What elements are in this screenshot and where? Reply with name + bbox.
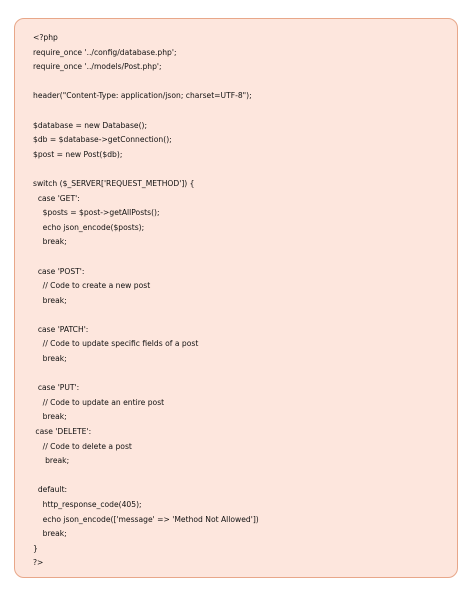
code-line bbox=[15, 469, 457, 484]
code-line: // Code to update specific fields of a post bbox=[33, 339, 199, 349]
code-line: $posts = $post->getAllPosts(); bbox=[33, 208, 160, 218]
code-line: // Code to create a new post bbox=[33, 281, 151, 291]
code-line: } bbox=[33, 543, 38, 553]
code-line: $db = $database->getConnection(); bbox=[33, 135, 172, 145]
code-line bbox=[15, 250, 457, 265]
code-line: header("Content-Type: application/json; charset=UTF-8"); bbox=[33, 91, 252, 101]
code-line: break; bbox=[33, 412, 67, 422]
code-line: echo json_encode($posts); bbox=[33, 222, 145, 232]
code-line: case 'PATCH': bbox=[33, 324, 89, 334]
code-line: case 'GET': bbox=[33, 193, 80, 203]
code-line: // Code to update an entire post bbox=[33, 397, 165, 407]
code-line: $post = new Post($db); bbox=[33, 149, 123, 159]
code-line: default: bbox=[33, 485, 68, 495]
code-line: switch ($_SERVER['REQUEST_METHOD']) { bbox=[33, 178, 195, 188]
code-line: ?> bbox=[33, 558, 44, 568]
code-line: case 'DELETE': bbox=[33, 427, 92, 437]
code-line bbox=[15, 104, 457, 119]
code-line: echo json_encode(['message' => 'Method Not Allowed']) bbox=[33, 514, 259, 524]
code-line: require_once '../config/database.php'; bbox=[33, 47, 177, 57]
code-block bbox=[15, 31, 457, 571]
code-snippet-card bbox=[14, 18, 458, 578]
code-line: break; bbox=[33, 237, 67, 247]
code-line: break; bbox=[33, 529, 67, 539]
code-line: case 'PUT': bbox=[33, 383, 80, 393]
code-line: require_once '../models/Post.php'; bbox=[33, 62, 162, 72]
code-line: break; bbox=[33, 354, 67, 364]
code-line: <?php bbox=[33, 33, 58, 42]
code-line bbox=[15, 162, 457, 177]
code-line: case 'POST': bbox=[33, 266, 85, 276]
code-line: break; bbox=[33, 456, 70, 466]
code-line bbox=[15, 367, 457, 382]
code-line bbox=[15, 75, 457, 90]
code-line: break; bbox=[33, 295, 67, 305]
code-line bbox=[15, 308, 457, 323]
code-line: http_response_code(405); bbox=[33, 500, 142, 509]
code-line: // Code to delete a post bbox=[33, 441, 132, 451]
code-line: $database = new Database(); bbox=[33, 120, 148, 130]
